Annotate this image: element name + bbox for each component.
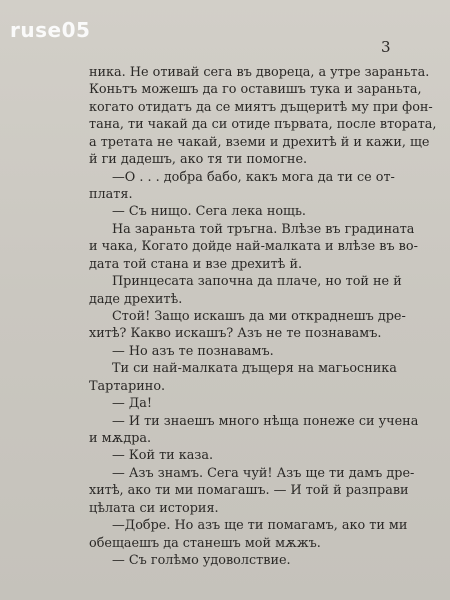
text-line: цѣлата си история. (89, 501, 219, 516)
text-line: когато отидатъ да се миятъ дъщеритѣ му при фон- (89, 100, 433, 115)
text-line: Принцесата започна да плаче, но той не й (112, 274, 402, 289)
page-number: 3 (381, 38, 391, 56)
text-line: тана, ти чакай да си отиде първата, после втората, (89, 117, 437, 132)
text-line: хитѣ, ако ти ми помагашъ. — И той й разправи (89, 483, 409, 498)
text-line: даде дрехитѣ. (89, 292, 183, 307)
text-line: —Добре. Но азъ ще ти помагамъ, ако ти ми (112, 518, 408, 533)
text-line: ника. Не отивай сега въ двореца, а утре зараньта. (89, 65, 430, 80)
text-line: — И ти знаешъ много нѣща понеже си учена (112, 414, 419, 429)
text-line: — Съ голѣмо удоволствие. (112, 553, 291, 568)
text-line: — Да! (112, 396, 153, 411)
text-line: и мѫдра. (89, 431, 152, 446)
text-line: и чака, Когато дойде най-малката и влѣзе въ во- (89, 239, 418, 254)
text-line: —О . . . добра бабо, какъ мога да ти се от- (112, 170, 395, 185)
text-line: дата той стана и взе дрехитѣ й. (89, 257, 303, 272)
text-line: й ги дадешъ, ако тя ти помогне. (89, 152, 308, 167)
watermark-ruse05: ruse05 (10, 18, 91, 42)
text-line: Ти си най-малката дъщеря на магьосника (112, 361, 397, 376)
text-line: а третата не чакай, вземи и дрехитѣ й и кажи, ще (89, 135, 430, 150)
text-line: На зараньта той тръгна. Влѣзе въ градината (112, 222, 415, 237)
text-line: — Кой ти каза. (112, 448, 214, 463)
text-line: платя. (89, 187, 133, 202)
text-line: — Но азъ те познавамъ. (112, 344, 274, 359)
text-line: — Съ нищо. Сега лека нощь. (112, 204, 306, 219)
text-line: — Азъ знамъ. Сега чуй! Азъ ще ти дамъ дре- (112, 466, 415, 481)
text-line: Стой! Защо искашъ да ми откраднешъ дре- (112, 309, 406, 324)
text-line: хитѣ? Какво искашъ? Азъ не те познавамъ. (89, 326, 382, 341)
text-line: обещаешъ да станешъ мой мѫжъ. (89, 536, 321, 551)
text-line: Коньтъ можешъ да го оставишъ тука и зараньта, (89, 82, 422, 97)
text-line: Тартарино. (89, 379, 166, 394)
